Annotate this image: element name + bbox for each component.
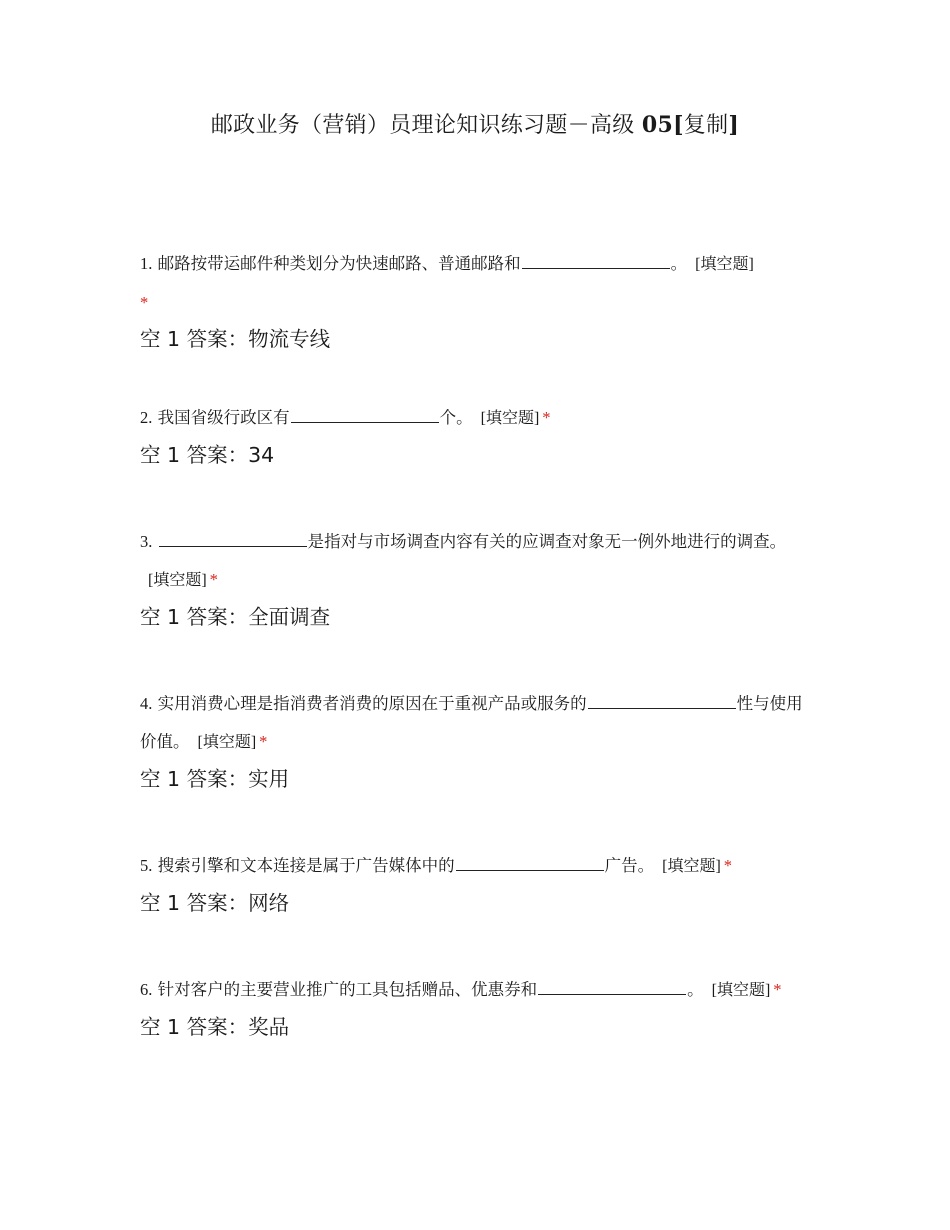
answer-line [140,322,812,356]
answer-value: 全面调查 [248,605,331,629]
question-6 [140,971,812,1044]
fill-blank [456,854,604,871]
question-number: 5. [140,856,153,875]
title-close: ] [728,112,740,138]
fill-blank [588,692,736,709]
question-stem-end: 个。 [439,408,473,427]
question-1 [140,245,812,356]
answer-value: 物流专线 [248,327,331,351]
question-stem-end: 广告。 [604,856,655,875]
answer-label: 空 1 答案： [140,1015,249,1039]
answer-label: 空 1 答案： [140,767,249,791]
fill-blank [291,406,439,423]
required-marker: * [259,732,268,751]
question-type: [填空题] [711,982,771,999]
question-3 [140,523,812,634]
answer-value: 网络 [248,891,290,915]
required-marker: * [140,293,149,312]
question-stem: 搜索引擎和文本连接是属于广告媒体中的 [157,856,455,875]
question-number: 1. [140,254,153,273]
title-main: 邮政业务（营销）员理论知识练习题－高级 [210,113,642,138]
question-text [140,245,812,322]
required-marker: * [723,856,733,875]
question-type: [填空题] [197,734,257,751]
question-type: [填空题] [662,858,721,875]
question-number: 3. [140,532,153,551]
question-stem: 实用消费心理是指消费者消费的原因在于重视产品或服务的 [157,694,587,713]
answer-label: 空 1 答案： [140,443,249,467]
title-suffix: 复制 [683,113,729,138]
question-stem: 我国省级行政区有 [157,408,290,427]
answer-line [140,600,812,634]
answer-value: 奖品 [248,1015,290,1039]
page-title [0,108,950,139]
question-type: [填空题] [695,256,754,273]
answer-line [140,886,812,920]
question-type: [填空题] [480,410,540,427]
question-stem-end: 是指对与市场调查内容有关的应调查对象无一例外地进行的调查。 [307,532,787,551]
question-number: 4. [140,694,153,713]
question-4 [140,685,812,796]
answer-line [140,762,812,796]
question-text [140,399,812,438]
title-code: 05[ [641,112,684,138]
question-stem-end: 。 [687,980,704,999]
question-number: 6. [140,980,153,999]
question-stem-end: 性与使用价值。 [140,694,803,751]
question-text [140,685,812,762]
answer-value: 34 [248,443,275,467]
question-stem: 邮路按带运邮件种类划分为快速邮路、普通邮路和 [157,254,521,273]
answer-label: 空 1 答案： [140,605,249,629]
question-type: [填空题] [148,572,207,589]
question-2 [140,399,812,472]
question-text [140,971,812,1010]
question-stem: 针对客户的主要营业推广的工具包括赠品、优惠券和 [157,980,538,999]
question-5 [140,847,812,920]
answer-label: 空 1 答案： [140,327,249,351]
answer-line [140,1010,812,1044]
question-stem-end: 。 [670,254,688,273]
question-number: 2. [140,408,153,427]
fill-blank [522,252,670,269]
required-marker: * [209,570,218,589]
answer-line [140,438,812,472]
answer-label: 空 1 答案： [140,891,249,915]
fill-blank [159,530,307,547]
answer-value: 实用 [248,767,290,791]
question-text [140,523,812,600]
required-marker: * [773,980,782,999]
question-text [140,847,812,886]
fill-blank [538,978,686,995]
required-marker: * [542,408,551,427]
